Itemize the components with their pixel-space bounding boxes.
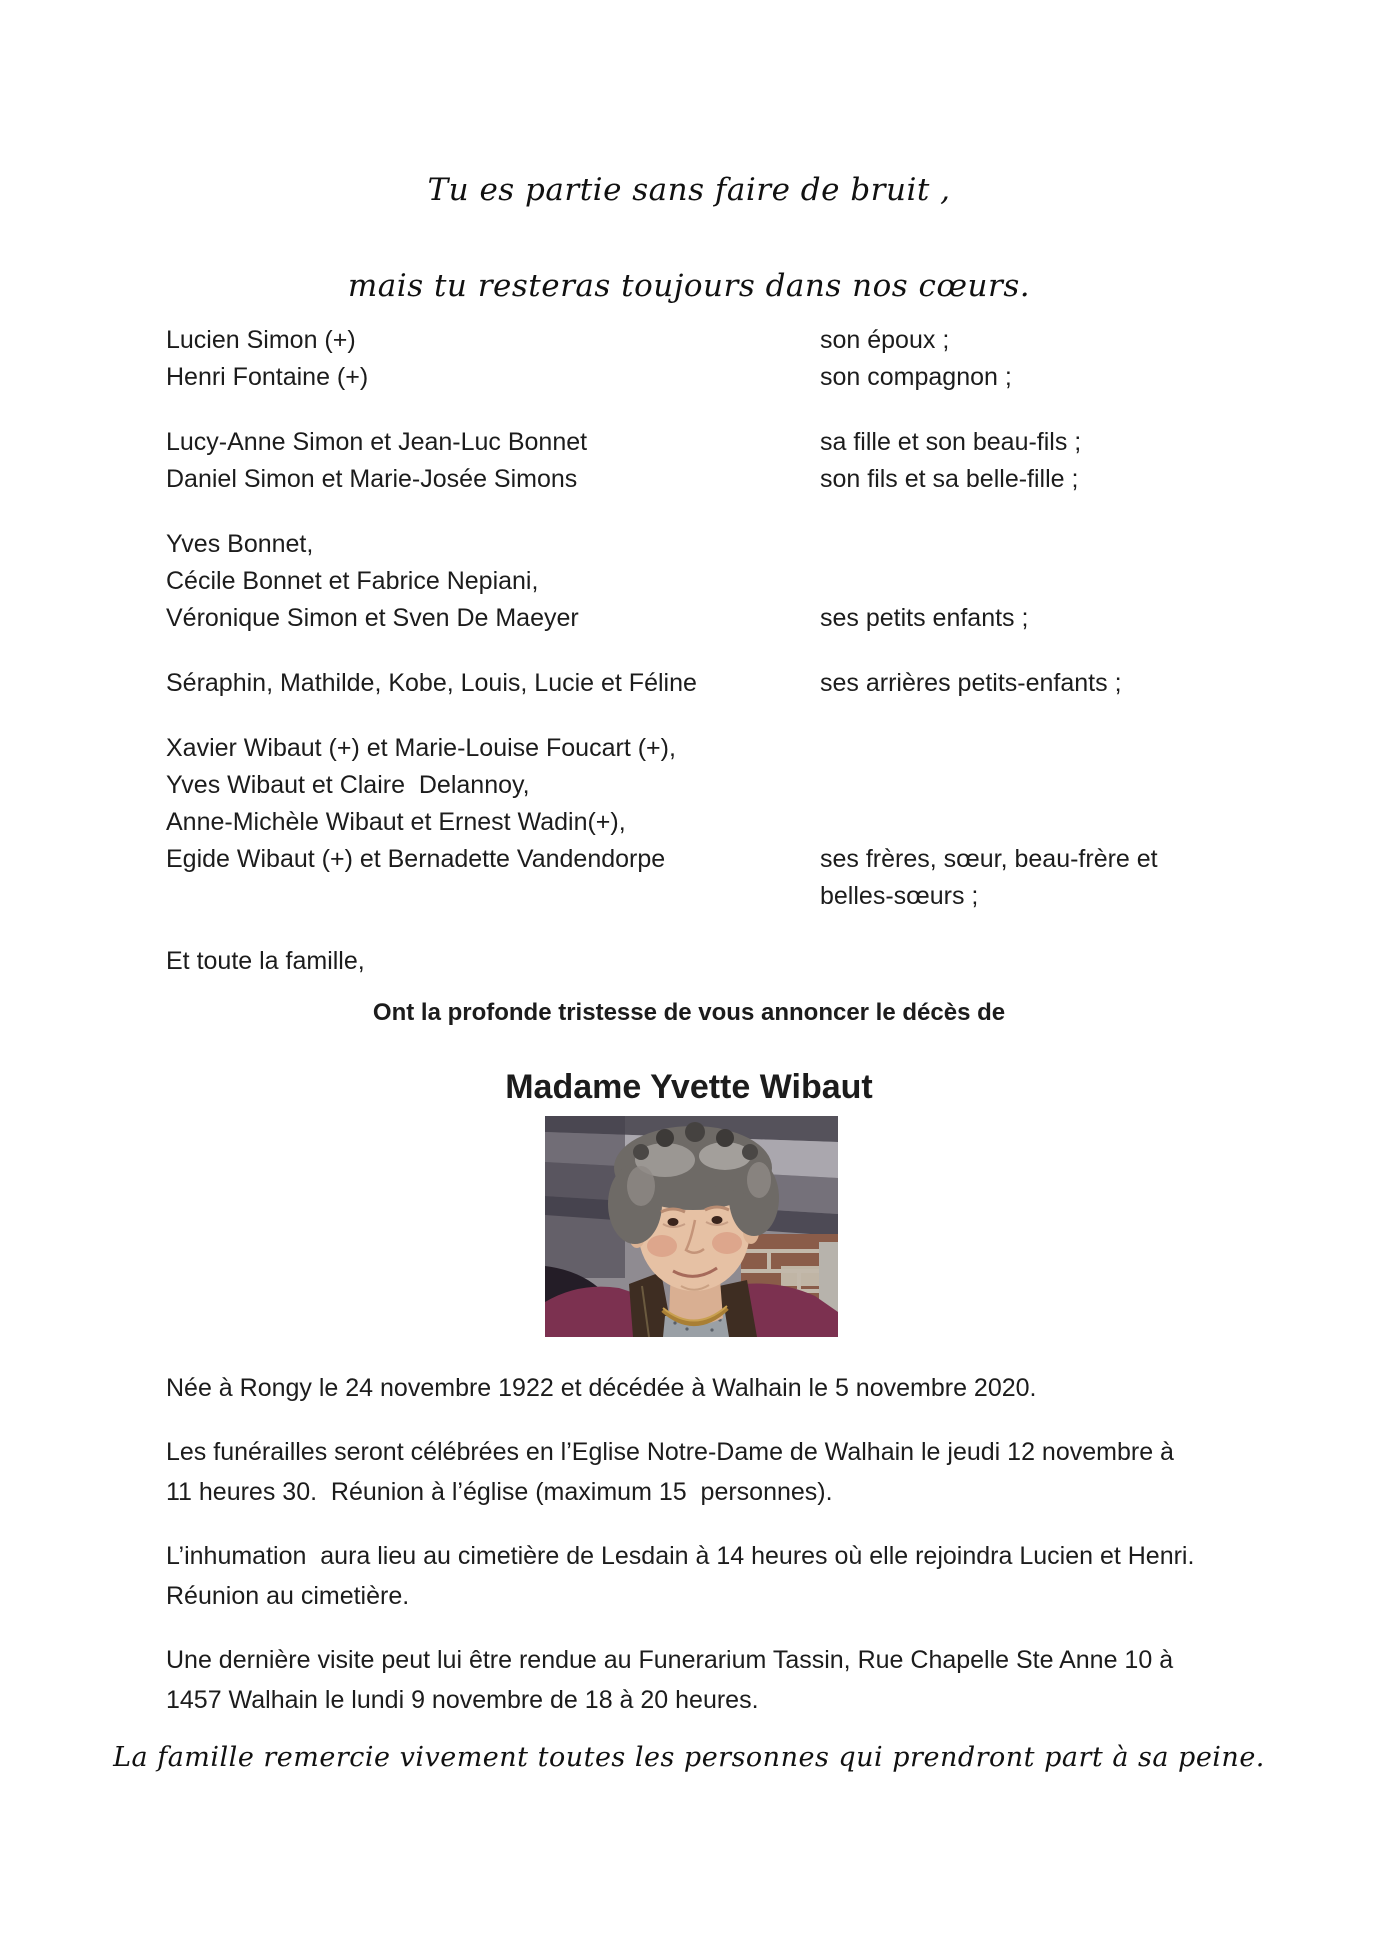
details-section: [166, 1368, 1286, 1744]
family-relation: [820, 943, 1262, 980]
paragraph-line: 11 heures 30. Réunion à l’église (maximum 15 personnes).: [166, 1478, 833, 1506]
paragraph-line: L’inhumation aura lieu au cimetière de Lesdain à 14 heures où elle rejoindra Lucien et Henri.: [166, 1542, 1195, 1570]
family-relation: [820, 767, 1262, 804]
family-row: [166, 359, 1262, 396]
family-names: Yves Bonnet,: [166, 530, 314, 558]
paragraph-line: 1457 Walhain le lundi 9 novembre de 18 à 20 heures.: [166, 1686, 759, 1714]
family-relation: [820, 563, 1262, 600]
family-names: Daniel Simon et Marie-Josée Simons: [166, 465, 578, 493]
family-relation: [820, 526, 1262, 563]
family-names: Xavier Wibaut (+) et Marie-Louise Foucart (+),: [166, 734, 676, 762]
family-names: Séraphin, Mathilde, Kobe, Louis, Lucie et Féline: [166, 669, 697, 697]
paragraph-line: Une dernière visite peut lui être rendue au Funerarium Tassin, Rue Chapelle Ste Anne 10 à: [166, 1646, 1174, 1674]
paragraph-line: Les funérailles seront célébrées en l’Eglise Notre-Dame de Walhain le jeudi 12 novembre à: [166, 1438, 1174, 1466]
family-group: [166, 730, 1262, 915]
family-names: Cécile Bonnet et Fabrice Nepiani,: [166, 567, 539, 595]
family-row: [166, 767, 1262, 804]
paragraph-line: Née à Rongy le 24 novembre 1922 et décédée à Walhain le 5 novembre 2020.: [166, 1374, 1037, 1402]
family-names: [166, 878, 820, 915]
paragraph-visitation: [166, 1640, 1286, 1720]
family-list: [166, 322, 1262, 1008]
family-group: [166, 943, 1262, 980]
paragraph-funeral: [166, 1432, 1286, 1512]
family-row: [166, 461, 1262, 498]
family-relation: ses frères, sœur, beau-frère et: [820, 845, 1158, 873]
family-row: [166, 563, 1262, 600]
family-row: [166, 841, 1262, 878]
portrait-photo-illustration: [545, 1116, 838, 1337]
family-names: Egide Wibaut (+) et Bernadette Vandendorpe: [166, 845, 666, 873]
family-row: [166, 526, 1262, 563]
family-row: [166, 322, 1262, 359]
opening-quote-line-2: mais tu resteras toujours dans nos cœurs.: [347, 268, 1031, 304]
family-relation: [820, 730, 1262, 767]
paragraph-birth-death: [166, 1368, 1286, 1408]
family-row: [166, 730, 1262, 767]
family-row: [166, 665, 1262, 702]
family-names: Henri Fontaine (+): [166, 363, 369, 391]
paragraph-burial: [166, 1536, 1286, 1616]
family-relation: belles-sœurs ;: [820, 882, 979, 910]
announcement-intro: Ont la profonde tristesse de vous annoncer le décès de: [372, 999, 1006, 1026]
opening-quote-line-1: Tu es partie sans faire de bruit ,: [427, 172, 951, 208]
family-group: [166, 665, 1262, 702]
family-names: Véronique Simon et Sven De Maeyer: [166, 604, 579, 632]
family-names: Anne-Michèle Wibaut et Ernest Wadin(+),: [166, 808, 626, 836]
family-relation: [820, 804, 1262, 841]
family-names: Lucy-Anne Simon et Jean-Luc Bonnet: [166, 428, 588, 456]
family-row: [166, 424, 1262, 461]
family-relation: son compagnon ;: [820, 363, 1012, 391]
family-row: [166, 600, 1262, 637]
family-names: Lucien Simon (+): [166, 326, 356, 354]
family-row: [166, 878, 1262, 915]
closing-quote: La famille remercie vivement toutes les personnes qui prendront part à sa peine.: [113, 1742, 1265, 1773]
family-relation: ses arrières petits-enfants ;: [820, 669, 1122, 697]
family-group: [166, 322, 1262, 396]
family-relation: son époux ;: [820, 326, 950, 354]
family-relation: ses petits enfants ;: [820, 604, 1029, 632]
family-row: [166, 804, 1262, 841]
paragraph-line: Réunion au cimetière.: [166, 1582, 410, 1610]
family-names: Et toute la famille,: [166, 947, 365, 975]
family-row: [166, 943, 1262, 980]
family-relation: sa fille et son beau-fils ;: [820, 428, 1082, 456]
portrait-photo: [545, 1116, 838, 1337]
family-group: [166, 526, 1262, 637]
family-group: [166, 424, 1262, 498]
family-names: Yves Wibaut et Claire Delannoy,: [166, 771, 530, 799]
deceased-name: Madame Yvette Wibaut: [505, 1068, 873, 1106]
family-relation: son fils et sa belle-fille ;: [820, 465, 1079, 493]
